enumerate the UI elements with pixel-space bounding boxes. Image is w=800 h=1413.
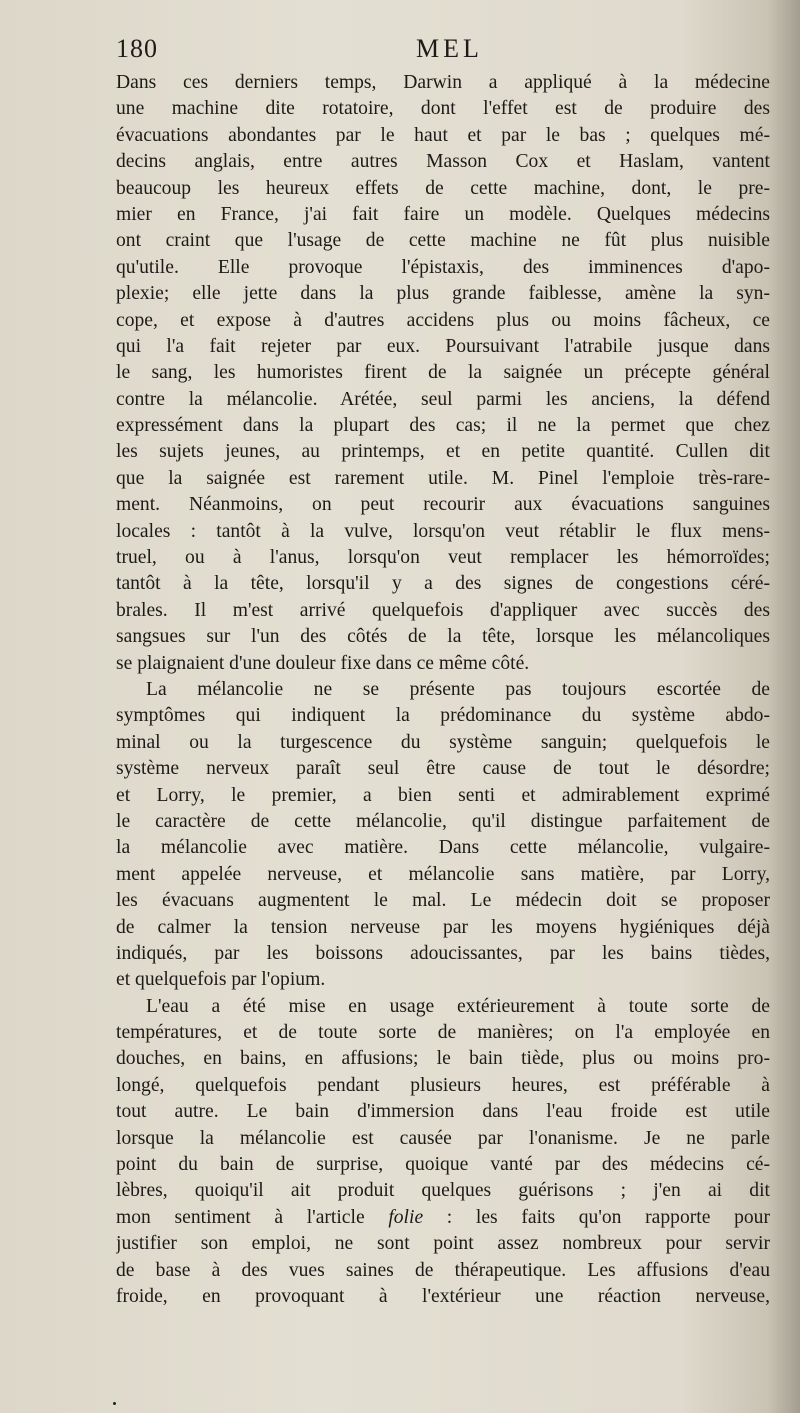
text-line [116,1205,770,1231]
ink-speck [113,1402,116,1405]
running-head: MEL [416,34,483,63]
text-line: indiqués, par les boissons adoucissantes, par les bains tièdes, [116,942,770,964]
text-line: truel, ou à l'anus, lorsqu'on veut remplacer les hémorroïdes; [116,547,770,569]
text-line: système nerveux paraît seul être cause de tout le désordre; [116,758,770,780]
text-line: de base à des vues saines de thérapeutique. Les affusions d'eau [116,1259,770,1281]
text-line: symptômes qui indiquent la prédominance du système abdo- [116,705,770,727]
text-line: ment. Néanmoins, on peut recourir aux évacuations sanguines [116,494,770,516]
text-line: minal ou la turgescence du système sanguin; quelquefois le [116,731,770,753]
text-line: qui l'a fait rejeter par eux. Poursuivant l'atrabile jusque dans [116,335,770,357]
text-line: mier en France, j'ai fait faire un modèle. Quelques médecins [116,203,770,225]
text-segment: : les faits qu'on rapporte pour [423,1206,770,1228]
text-line: sangsues sur l'un des côtés de la tête, lorsque les mélancoliques [116,626,770,648]
text-line: tout autre. Le bain d'immersion dans l'eau froide est utile [116,1101,770,1123]
text-line: cope, et expose à d'autres accidens plus ou moins fâcheux, ce [116,309,770,331]
text-line: expressément dans la plupart des cas; il ne la permet que chez [116,415,770,437]
text-line: une machine dite rotatoire, dont l'effet est de produire des [116,98,770,120]
text-line: le sang, les humoristes firent de la saignée un précepte général [116,362,770,384]
text-line: Dans ces derniers temps, Darwin a appliqué à la médecine [116,72,770,93]
text-line: et quelquefois par l'opium. [116,969,326,991]
text-line: brales. Il m'est arrivé quelquefois d'appliquer avec succès des [116,599,770,621]
text-line: lorsque la mélancolie est causée par l'onanisme. Je ne parle [116,1127,770,1149]
text-line: que la saignée est rarement utile. M. Pinel l'emploie très-rare- [116,467,770,489]
italic-term: folie [388,1206,424,1228]
text-line: se plaignaient d'une douleur fixe dans ce même côté. [116,652,530,674]
text-line: contre la mélancolie. Arétée, seul parmi les anciens, la défend [116,388,770,410]
text-line: et Lorry, le premier, a bien senti et admirablement exprimé [116,784,770,806]
text-line: froide, en provoquant à l'extérieur une réaction nerveuse, [116,1285,770,1307]
text-line: longé, quelquefois pendant plusieurs heures, est préférable à [116,1074,770,1096]
text-line: plexie; elle jette dans la plus grande faiblesse, amène la syn- [116,283,770,305]
page-number: 180 [116,34,158,63]
text-line: tantôt à la tête, lorsqu'il y a des signes de congestions céré- [116,573,770,595]
text-line: locales : tantôt à la vulve, lorsqu'on veut rétablir le flux mens- [116,520,770,542]
text-line: L'eau a été mise en usage extérieurement à toute sorte de [146,995,770,1017]
text-line: les évacuans augmentent le mal. Le médecin doit se proposer [116,890,770,912]
text-segment: mon sentiment à l'article [116,1206,389,1228]
text-line: ont craint que l'usage de cette machine ne fût plus nuisible [116,230,770,252]
text-line: point du bain de surprise, quoique vanté par des médecins cé- [116,1154,770,1176]
text-line: La mélancolie ne se présente pas toujours escortée de [146,678,770,700]
text-line: de calmer la tension nerveuse par les moyens hygiéniques déjà [116,916,770,938]
text-line: les sujets jeunes, au printemps, et en petite quantité. Cullen dit [116,441,770,463]
text-line: beaucoup les heureux effets de cette machine, dont, le pre- [116,177,770,199]
text-line: la mélancolie avec matière. Dans cette mélancolie, vulgaire- [116,837,770,859]
body-text [116,70,770,1310]
text-line: qu'utile. Elle provoque l'épistaxis, des imminences d'apo- [116,256,770,278]
text-line: decins anglais, entre autres Masson Cox et Haslam, vantent [116,151,770,173]
page-header [116,34,766,68]
text-line: évacuations abondantes par le haut et par le bas ; quelques mé- [116,124,770,146]
text-line: lèbres, quoiqu'il ait produit quelques guérisons ; j'en ai dit [116,1180,770,1202]
text-line: le caractère de cette mélancolie, qu'il distingue parfaitement de [116,810,770,832]
text-line: douches, en bains, en affusions; le bain tiède, plus ou moins pro- [116,1048,770,1070]
text-line: ment appelée nerveuse, et mélancolie sans matière, par Lorry, [116,863,770,885]
text-line: justifier son emploi, ne sont point assez nombreux pour servir [116,1233,770,1255]
text-line: températures, et de toute sorte de manières; on l'a employée en [116,1022,770,1044]
